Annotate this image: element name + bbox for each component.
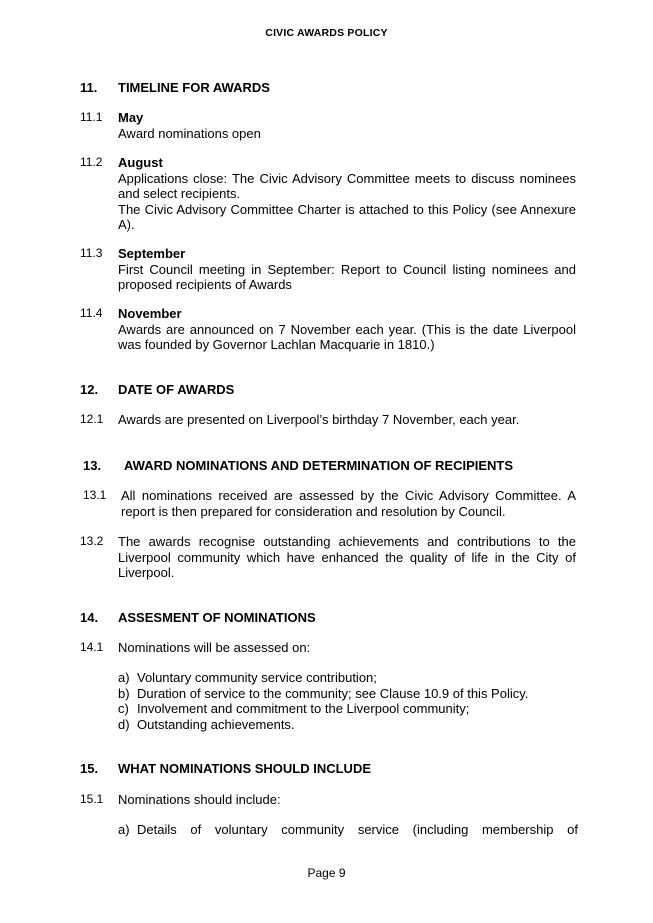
section-heading-11 [80, 80, 270, 96]
list-item: a) Voluntary community service contribution; [118, 670, 377, 685]
clause-number: 13.1 [83, 488, 107, 502]
clause-number: 13.2 [80, 534, 104, 548]
section-heading-12 [80, 382, 234, 398]
clause-number: 14.1 [80, 640, 104, 654]
section-number: 13. [83, 458, 102, 473]
clause-text: Award nominations open [118, 125, 261, 141]
clause-15-1 [80, 792, 576, 808]
clause-12-1 [80, 412, 576, 428]
section-title: WHAT NOMINATIONS SHOULD INCLUDE [118, 761, 371, 776]
clause-11-2 [80, 155, 576, 233]
clause-title: August [118, 155, 163, 170]
section-title: DATE OF AWARDS [118, 382, 235, 397]
page-number: Page 9 [307, 866, 346, 880]
clause-text: The Civic Advisory Committee Charter is attached to this Policy (see Annexure A). [118, 201, 576, 232]
section-number: 15. [80, 761, 99, 776]
clause-text: All nominations received are assessed by the Civic Advisory Committee. A report is then prepared for consideration and resolution by Council. [121, 488, 576, 519]
clause-title: May [118, 110, 144, 125]
list-item: d) Outstanding achievements. [118, 716, 295, 732]
clause-title: September [118, 246, 186, 261]
nomination-contents-list [118, 822, 578, 838]
clause-number: 12.1 [80, 412, 104, 426]
clause-11-3 [80, 246, 576, 293]
clause-text: First Council meeting in September: Report to Council listing nominees and proposed recipients of Awards [118, 261, 576, 292]
clause-13-2 [80, 534, 576, 581]
clause-text: Nominations will be assessed on: [118, 640, 311, 655]
list-item: b) Duration of service to the community; see Clause 10.9 of this Policy. [118, 685, 529, 701]
clause-14-1 [80, 640, 576, 656]
section-heading-13 [83, 458, 513, 474]
page-header: CIVIC AWARDS POLICY [265, 27, 388, 39]
clause-number: 11.3 [80, 246, 103, 260]
clause-11-1 [80, 110, 576, 141]
list-item: a) Details of voluntary community service (including membership of [118, 822, 578, 837]
list-item: c) Involvement and commitment to the Liverpool community; [118, 701, 470, 716]
clause-number: 15.1 [80, 792, 104, 806]
clause-13-1 [80, 488, 576, 519]
clause-text: Nominations should include: [118, 792, 281, 807]
clause-text: Awards are announced on 7 November each year. (This is the date Liverpool was founded by Governor Lachlan Macquarie in 1810.) [118, 321, 576, 352]
clause-title: November [118, 306, 182, 321]
section-heading-14 [80, 610, 316, 626]
section-number: 14. [80, 610, 99, 625]
section-number: 11. [80, 80, 98, 95]
clause-number: 11.4 [80, 306, 103, 320]
clause-text: Applications close: The Civic Advisory Committee meets to discuss nominees and select recipients. [118, 170, 576, 201]
section-title: TIMELINE FOR AWARDS [118, 80, 270, 95]
section-number: 12. [80, 382, 99, 397]
clause-number: 11.1 [80, 110, 103, 124]
clause-11-4 [80, 306, 576, 353]
clause-text: Awards are presented on Liverpool’s birthday 7 November, each year. [118, 412, 520, 427]
section-heading-15 [80, 761, 371, 777]
clause-text: The awards recognise outstanding achievements and contributions to the Liverpool community which have enhanced the quality of life in the City of Liverpool. [118, 534, 576, 580]
section-title: AWARD NOMINATIONS AND DETERMINATION OF RECIPIENTS [124, 458, 514, 473]
clause-number: 11.2 [80, 155, 103, 169]
assessment-criteria-list [118, 670, 578, 732]
section-title: ASSESMENT OF NOMINATIONS [118, 610, 316, 625]
